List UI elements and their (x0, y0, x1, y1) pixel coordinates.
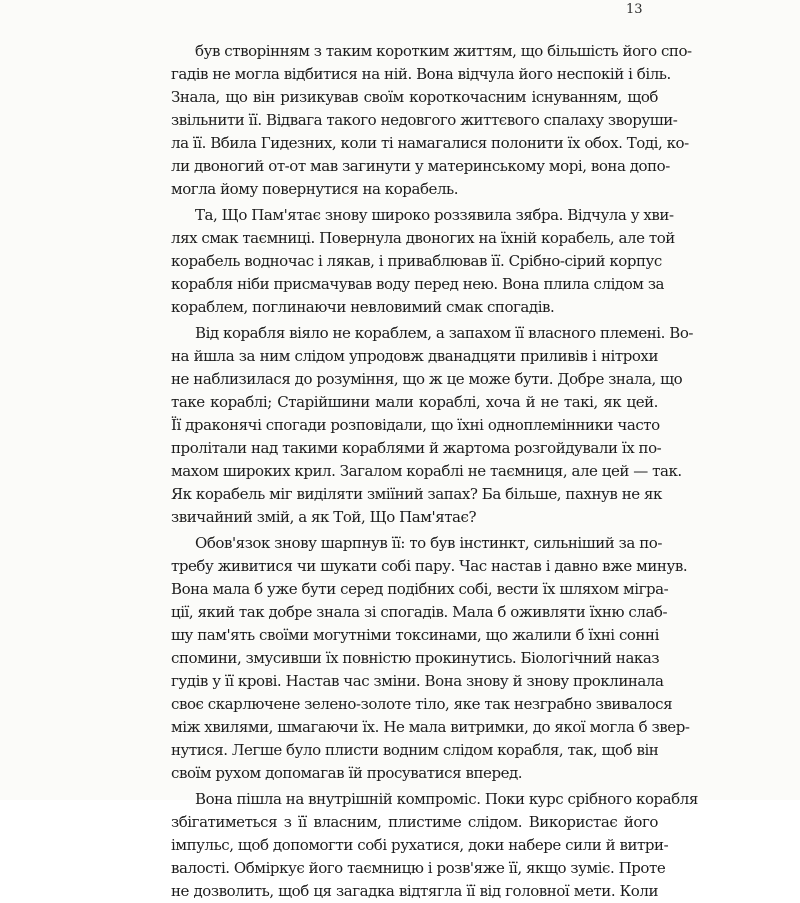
text-line: гадів не могла відбитися на ній. Вона відчула його неспокій і біль. (171, 65, 671, 83)
text-line: корабель водночас і лякав, і приваблював її. Срібно-сірий корпус (171, 252, 662, 270)
paragraph (171, 40, 692, 201)
text-line: імпульс, щоб допомогти собі рухатися, доки набере сили й витри- (171, 836, 669, 854)
text-line: Вона пішла на внутрішній компроміс. Поки курс срібного корабля (195, 790, 698, 808)
text-line: Та, Що Пам'ятає знову широко роззявила зябра. Відчула у хви- (195, 206, 674, 224)
text-line: між хвилями, шмагаючи їх. Не мала витримки, до якої могла б звер- (171, 718, 690, 736)
text-line: ла її. Вбила Гидезних, коли ті намагалися полонити їх обох. Тоді, ко- (171, 134, 689, 152)
text-line: не дозволить, щоб ця загадка відтягла її від головної мети. Коли (171, 882, 658, 900)
text-line: Знала, що він ризикував своїм короткочасним існуванням, щоб (171, 88, 658, 106)
paragraph (171, 322, 694, 529)
text-line: кораблем, поглинаючи невловимий смак спогадів. (171, 298, 555, 316)
text-line: таке кораблі; Старійшини мали кораблі, хоча й не такі, як цей. (171, 393, 658, 411)
text-line: валості. Обміркує його таємницю і розв'яже її, якщо зуміє. Проте (171, 859, 666, 877)
text-line: звільнити її. Відвага такого недовгого життєвого спалаху зворуши- (171, 111, 678, 129)
paragraph (171, 788, 698, 903)
text-line: Її драконячі спогади розповідали, що їхні одноплемінники часто (171, 416, 660, 434)
text-line: корабля ніби присмачував воду перед нею. Вона плила слідом за (171, 275, 665, 293)
paragraph (171, 204, 675, 319)
text-line: своїм рухом допомагав їй просуватися вперед. (171, 764, 523, 782)
text-line: був створінням з таким коротким життям, що більшість його спо- (195, 42, 692, 60)
text-line: нутися. Легше було плисти водним слідом корабля, так, щоб він (171, 741, 659, 759)
text-line: ції, який так добре знала зі спогадів. Мала б оживляти їхню слаб- (171, 603, 668, 621)
text-line: ли двоногий от-от мав загинути у материнському морі, вона допо- (171, 157, 670, 175)
page-number: 13 (626, 2, 643, 17)
text-line: лях смак таємниці. Повернула двоногих на їхній корабель, але той (171, 229, 675, 247)
text-line: Від корабля віяло не кораблем, а запахом її власного племені. Во- (195, 324, 694, 342)
text-line: махом широких крил. Загалом кораблі не таємниця, але цей — так. (171, 462, 682, 480)
paragraph (171, 532, 690, 785)
text-line: могла йому повернутися на корабель. (171, 180, 459, 198)
text-column (171, 40, 698, 903)
text-line: на йшла за ним слідом упродовж дванадцяти приливів і нітрохи (171, 347, 658, 365)
text-line: збігатиметься з її власним, плистиме слідом. Використає його (171, 813, 658, 831)
text-line: Як корабель міг виділяти зміїний запах? Ба більше, пахнув не як (171, 485, 662, 503)
text-line: требу живитися чи шукати собі пару. Час настав і давно вже минув. (171, 557, 688, 575)
text-line: не наблизилася до розуміння, що ж це може бути. Добре знала, що (171, 370, 683, 388)
text-line: Вона мала б уже бути серед подібних собі, вести їх шляхом мігра- (171, 580, 669, 598)
text-line: спомини, змусивши їх повністю прокинутись. Біологічний наказ (171, 649, 660, 667)
text-line: пролітали над такими кораблями й жартома розгойдували їх по- (171, 439, 662, 457)
text-line: гудів у її крові. Настав час зміни. Вона знову й знову проклинала (171, 672, 664, 690)
text-line: звичайний змій, а як Той, Що Пам'ятає? (171, 508, 477, 526)
text-line: Обов'язок знову шарпнув її: то був інстинкт, сильніший за по- (195, 534, 662, 552)
text-line: шу пам'ять своїми могутніми токсинами, що жалили б їхні сонні (171, 626, 659, 644)
text-line: своє скарлючене зелено-золоте тіло, яке так незграбно звивалося (171, 695, 673, 713)
